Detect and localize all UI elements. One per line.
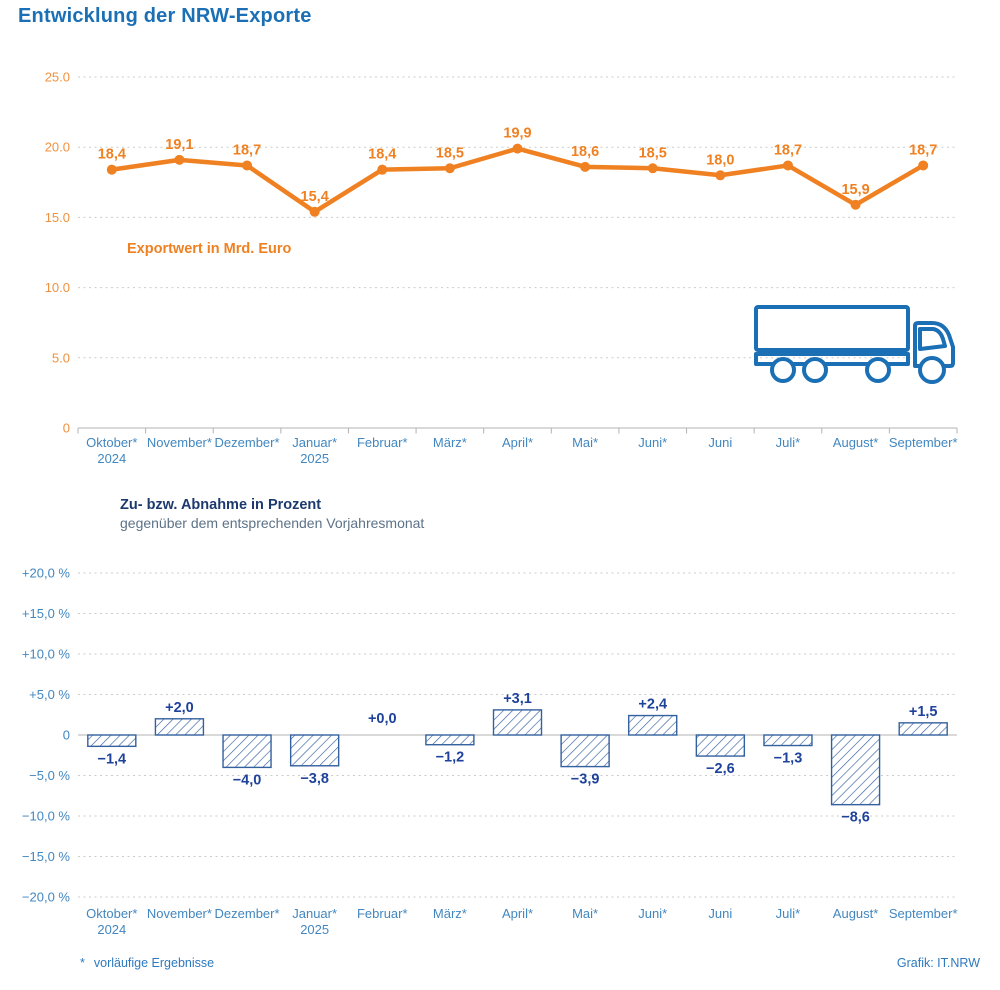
month-sublabel: 2025 <box>300 451 330 466</box>
month-label: Mai* <box>572 906 599 921</box>
truck-wheel <box>772 359 794 381</box>
bar <box>426 735 474 745</box>
truck-wheel <box>920 358 944 382</box>
data-point <box>174 155 184 165</box>
line-series-label: Exportwert in Mrd. Euro <box>127 241 292 257</box>
footnote <box>80 956 214 970</box>
bar-y-tick-label: +10,0 % <box>21 646 70 662</box>
data-point-label: 19,9 <box>503 125 532 142</box>
month-label: Oktober* <box>86 435 138 450</box>
month-label: August* <box>832 435 879 450</box>
bar <box>832 735 880 805</box>
data-point-label: 18,7 <box>773 142 803 159</box>
bar-label: −1,2 <box>435 749 465 766</box>
data-point <box>648 163 658 173</box>
bar <box>291 735 339 766</box>
line-y-tick-label: 5.0 <box>51 350 70 366</box>
month-label: April* <box>501 906 534 921</box>
bar-label: −8,6 <box>841 809 870 826</box>
bar-label: +1,5 <box>908 703 938 720</box>
month-sublabel: 2024 <box>97 922 127 937</box>
data-point <box>310 207 320 217</box>
bar-label: −4,0 <box>232 772 262 789</box>
data-point <box>513 144 523 154</box>
truck-wheel <box>867 359 889 381</box>
truck-trailer-box <box>756 307 908 350</box>
truck-wheel <box>804 359 826 381</box>
bar-label: +2,0 <box>165 699 194 716</box>
bar-y-tick-label: +20,0 % <box>21 565 70 581</box>
month-label: Dezember* <box>214 435 280 450</box>
month-label: Januar* <box>292 435 338 450</box>
month-label: September* <box>888 435 958 450</box>
month-label: Oktober* <box>86 906 138 921</box>
month-label: Juli* <box>775 906 801 921</box>
bar-y-tick-label: −15,0 % <box>21 849 70 864</box>
month-label: Mai* <box>572 435 599 450</box>
data-point-label: 18,6 <box>570 143 600 160</box>
bar <box>561 735 609 767</box>
bar <box>155 719 203 735</box>
month-label: Januar* <box>292 906 338 921</box>
line-y-tick-label: 10.0 <box>44 280 70 296</box>
data-point-label: 18,5 <box>435 145 465 162</box>
data-point <box>107 165 117 175</box>
line-y-tick-label: 15.0 <box>44 209 70 225</box>
bar <box>223 735 271 767</box>
data-point-label: 15,4 <box>300 188 329 205</box>
month-sublabel: 2025 <box>300 922 330 937</box>
month-label: November* <box>146 435 212 450</box>
data-point-label: 18,4 <box>368 146 397 163</box>
bar-label: +3,1 <box>503 690 532 707</box>
data-point-label: 18,0 <box>706 152 735 169</box>
bar-y-tick-label: +5,0 % <box>29 687 70 702</box>
bar-chart-subtitle: gegenüber dem entsprechenden Vorjahresmonat <box>120 515 425 531</box>
data-point-label: 18,4 <box>97 146 126 163</box>
bar-label: +2,4 <box>638 696 668 713</box>
month-label: Juni <box>708 435 733 450</box>
data-point <box>918 160 928 170</box>
month-label: Juni* <box>638 906 668 921</box>
month-label: April* <box>501 435 534 450</box>
data-point <box>377 165 387 175</box>
data-point <box>851 200 861 210</box>
month-label: Dezember* <box>214 906 280 921</box>
data-point <box>445 163 455 173</box>
data-point-label: 18,7 <box>909 142 938 159</box>
bar-label: −1,4 <box>97 751 127 768</box>
month-label: Februar* <box>356 435 408 450</box>
month-label: August* <box>832 906 879 921</box>
bar-label: +0,0 <box>367 711 397 727</box>
bar-y-tick-label: −10,0 % <box>21 808 70 824</box>
footnote-marker: * <box>80 956 85 970</box>
data-point-label: 15,9 <box>841 181 870 198</box>
month-label: März* <box>432 435 467 450</box>
line-y-tick-label: 20.0 <box>44 139 70 155</box>
bar-y-tick-label: 0 <box>62 727 70 743</box>
month-sublabel: 2024 <box>97 451 127 466</box>
data-point <box>580 162 590 172</box>
month-label: Juni <box>708 906 733 921</box>
data-point-label: 19,1 <box>165 136 194 153</box>
credit: Grafik: IT.NRW <box>896 956 980 970</box>
data-point <box>715 170 725 180</box>
month-label: November* <box>146 906 212 921</box>
bar-y-tick-label: −20,0 % <box>21 889 70 905</box>
truck-icon <box>753 304 959 388</box>
month-label: Juli* <box>775 435 801 450</box>
bar <box>696 735 744 756</box>
bar <box>899 723 947 735</box>
bar-chart-title: Zu- bzw. Abnahme in Prozent <box>120 497 322 513</box>
data-point <box>783 160 793 170</box>
month-label: März* <box>432 906 467 921</box>
bar <box>629 716 677 735</box>
bar <box>764 735 812 746</box>
bar-label: −3,8 <box>300 770 329 787</box>
bar-label: −1,3 <box>773 750 803 767</box>
bar-y-tick-label: +15,0 % <box>21 606 70 621</box>
data-point-label: 18,7 <box>232 142 262 159</box>
data-point <box>242 160 252 170</box>
data-point-label: 18,5 <box>638 145 667 162</box>
bar-y-tick-label: −5,0 % <box>29 768 70 783</box>
line-y-tick-label: 25.0 <box>44 69 70 85</box>
line-y-tick-label: 0 <box>62 420 70 436</box>
bar-label: −2,6 <box>706 761 735 778</box>
bar <box>88 735 136 746</box>
footnote-text: vorläufige Ergebnisse <box>93 956 215 970</box>
bar <box>494 710 542 735</box>
month-label: September* <box>888 906 958 921</box>
month-label: Juni* <box>638 435 668 450</box>
page-title: Entwicklung der NRW-Exporte <box>18 5 312 27</box>
month-label: Februar* <box>356 906 408 921</box>
bar-label: −3,9 <box>570 771 600 788</box>
